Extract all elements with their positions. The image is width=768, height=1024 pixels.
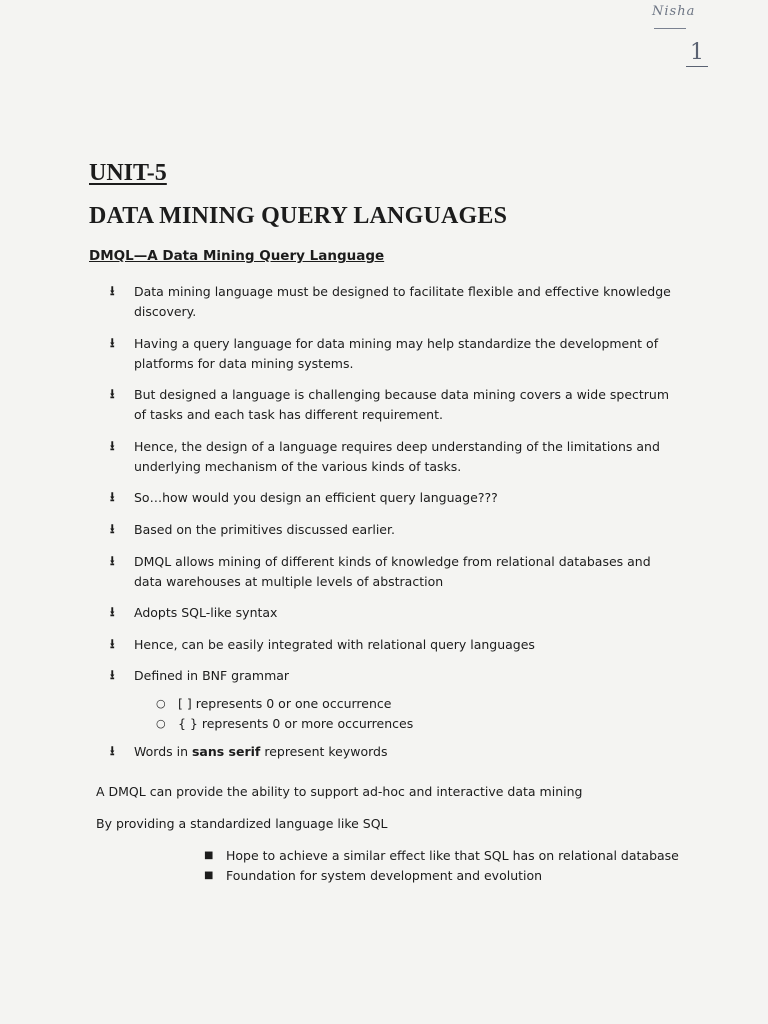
square-bullet-icon: ■ (204, 850, 214, 861)
handwritten-page-number: 1 (690, 40, 704, 65)
list-item: ⭳ So…how would you design an efficient query language??? (110, 488, 680, 508)
list-item: ⭳ Based on the primitives discussed earlier. (110, 520, 680, 540)
arrow-bullet-icon: ⭳ (110, 668, 115, 684)
page-number-underline (686, 66, 708, 67)
handwritten-underline (654, 28, 686, 29)
arrow-bullet-icon: ⭳ (110, 284, 115, 299)
sub-list-item: ○ { } represents 0 or more occurrences (156, 714, 680, 734)
list-item: ■ Hope to achieve a similar effect like that SQL has on relational database (204, 846, 679, 866)
list-item: ⭳ Hence, can be easily integrated with relational query languages (110, 635, 680, 655)
list-item: ⭳ But designed a language is challenging because data mining covers a wide spectrum of tasks and each task has different requirement. (110, 387, 670, 423)
list-item: ⭳ Hence, the design of a language requires deep understanding of the limitations and underlying mechanism of the various kinds of tasks. (110, 438, 660, 474)
sub-list-item: ○ [ ] represents 0 or one occurrence (156, 694, 680, 714)
unit-heading: UNIT-5 (89, 160, 167, 186)
sub-bullet-list (110, 694, 680, 734)
arrow-bullet-icon: ⭳ (110, 605, 115, 621)
arrow-bullet-icon: ⭳ (110, 743, 115, 759)
arrow-bullet-icon: ⭳ (110, 438, 115, 454)
paragraph: By providing a standardized language like SQL (96, 816, 388, 831)
arrow-bullet-icon: ⭳ (110, 490, 115, 506)
list-item: ■ Foundation for system development and evolution (204, 866, 679, 886)
list-item: ⭳ Defined in BNF grammar (110, 666, 680, 686)
main-bullet-list (110, 282, 680, 774)
document-title: DATA MINING QUERY LANGUAGES (89, 203, 508, 229)
square-bullet-list (204, 846, 679, 886)
keyword-bold: sans serif (191, 743, 261, 759)
list-item: ⭳ Words in sans serif represent keywords (110, 742, 680, 762)
handwritten-name: Nisha (652, 4, 696, 19)
arrow-bullet-icon: ⭳ (110, 335, 115, 351)
list-item: ⭳ Having a query language for data mining may help standardize the development of platforms for data mining systems. (110, 335, 659, 371)
arrow-bullet-icon: ⭳ (110, 553, 115, 569)
square-bullet-icon: ■ (204, 870, 214, 881)
list-item: ⭳ DMQL allows mining of different kinds of knowledge from relational databases and data warehouses at multiple levels of abstraction (110, 553, 651, 589)
paragraph: A DMQL can provide the ability to support ad-hoc and interactive data mining (96, 784, 583, 799)
list-item: ⭳ Data mining language must be designed to facilitate flexible and effective knowledge discovery. (110, 284, 671, 319)
arrow-bullet-icon: ⭳ (110, 636, 115, 652)
arrow-bullet-icon: ⭳ (110, 387, 115, 403)
arrow-bullet-icon: ⭳ (110, 521, 115, 537)
circle-bullet-icon: ○ (156, 696, 166, 710)
section-subtitle: DMQL—A Data Mining Query Language (89, 248, 385, 264)
list-item: ⭳ Adopts SQL-like syntax (110, 603, 680, 623)
circle-bullet-icon: ○ (156, 716, 166, 730)
